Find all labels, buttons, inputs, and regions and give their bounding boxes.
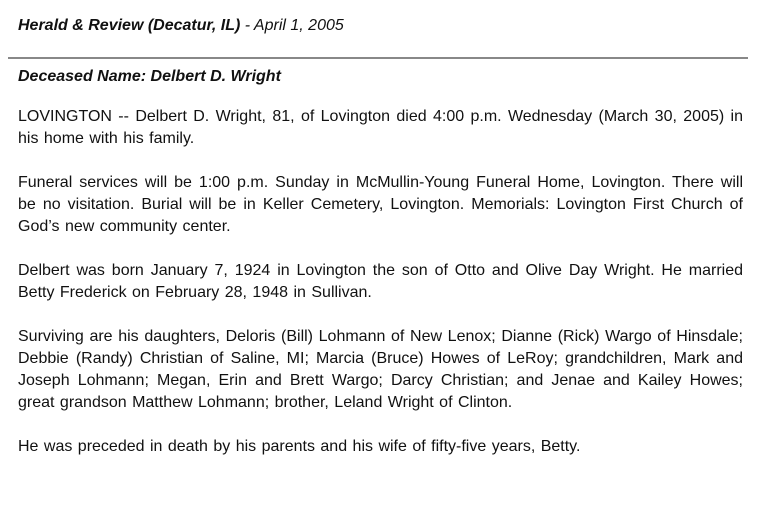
paragraph-survivors: Surviving are his daughters, Deloris (Bill) Lohmann of New Lenox; Dianne (Rick) Wargo of Hinsdale; Debbie (Randy) Christian of Saline, MI; Marcia (Bruce) Howes of LeRoy; grandchildren, Mark and Joseph Lohmann; Megan, Erin and Brett Wargo; Darcy Christian; and Jenae and Kailey Howes; great grandson Matthew Lohmann; brother, Leland Wright of Clinton. — [18, 328, 743, 411]
header-separator: - — [240, 17, 254, 34]
publication-source: Herald & Review (Decatur, IL) — [18, 17, 241, 34]
header-divider — [8, 57, 748, 59]
publication-date: April 1, 2005 — [253, 17, 344, 34]
paragraph-biography: Delbert was born January 7, 1924 in Lovington the son of Otto and Olive Day Wright. He married Betty Frederick on February 28, 1948 in Sullivan. — [18, 262, 743, 301]
deceased-name: Deceased Name: Delbert D. Wright — [18, 68, 281, 85]
paragraph-services: Funeral services will be 1:00 p.m. Sunday in McMullin-Young Funeral Home, Lovington. There will be no visitation. Burial will be in Keller Cemetery, Lovington. Memorials: Lovington First Church of God’s new community center. — [18, 174, 743, 235]
paragraph-announcement: LOVINGTON -- Delbert D. Wright, 81, of Lovington died 4:00 p.m. Wednesday (March 30, 2005) in his home with his family. — [18, 108, 743, 147]
publication-header — [18, 16, 344, 36]
obituary-body — [18, 106, 743, 480]
paragraph-preceded: He was preceded in death by his parents and his wife of fifty-five years, Betty. — [18, 438, 581, 455]
